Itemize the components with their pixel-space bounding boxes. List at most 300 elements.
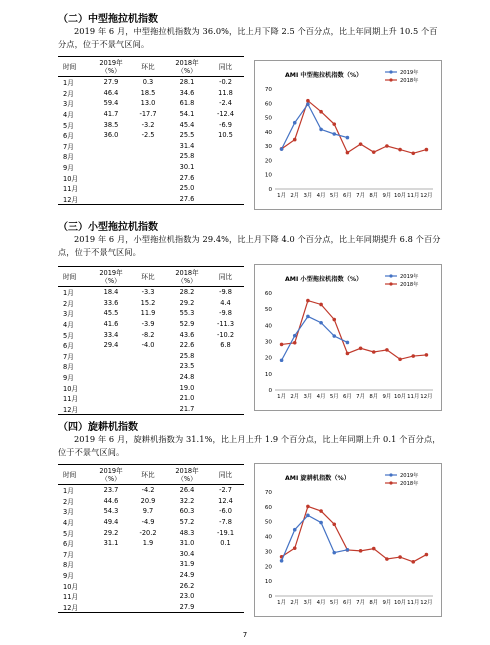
- data-point: [359, 346, 363, 350]
- data-point: [398, 148, 402, 152]
- table-cell: 2月: [63, 497, 74, 506]
- table-cell: 12月: [63, 603, 78, 612]
- section-title: （四）旋耕机指数: [58, 422, 138, 433]
- table-cell: -7.8: [219, 518, 232, 527]
- series-line: [282, 316, 348, 360]
- y-tick-label: 0: [268, 187, 272, 193]
- series-line: [282, 515, 348, 560]
- data-point: [346, 341, 350, 345]
- table-row: [58, 496, 244, 507]
- data-point: [332, 334, 336, 338]
- table-cell: 23.5: [179, 362, 195, 371]
- series-line: [282, 506, 427, 561]
- x-tick-label: 6月: [343, 193, 352, 199]
- table-row: [58, 570, 244, 581]
- x-tick-label: 8月: [369, 394, 379, 400]
- y-tick-label: 10: [264, 371, 272, 378]
- table-cell: 18.5: [140, 88, 156, 97]
- x-tick-label: 12月: [420, 600, 433, 606]
- table-row: [58, 361, 244, 372]
- header-cell: 环比: [141, 272, 155, 281]
- header-cell: 同比: [218, 470, 233, 479]
- x-tick-label: 11月: [407, 193, 420, 199]
- data-point: [293, 121, 297, 125]
- table-cell: 5月: [63, 121, 74, 130]
- table-row: [58, 517, 244, 528]
- table-cell: -17.7: [139, 110, 157, 119]
- table-cell: 24.8: [179, 373, 195, 382]
- table-cell: -12.4: [216, 110, 235, 119]
- table-cell: 46.4: [103, 88, 119, 97]
- table-cell: 41.7: [103, 110, 119, 119]
- table-row: [58, 329, 244, 340]
- data-point: [280, 147, 284, 151]
- table-cell: -3.2: [141, 120, 155, 129]
- table-cell: -0.2: [219, 78, 232, 87]
- data-point: [385, 144, 389, 148]
- x-tick-label: 1月: [277, 193, 286, 199]
- header-cell: 环比: [141, 470, 155, 479]
- table-row: [58, 172, 244, 183]
- x-tick-label: 8月: [369, 193, 379, 199]
- data-point: [306, 102, 310, 106]
- table-row: [58, 591, 244, 602]
- table-cell: 8月: [63, 153, 74, 162]
- y-tick-label: 10: [264, 172, 272, 179]
- x-tick-label: 2月: [290, 193, 300, 199]
- x-tick-label: 7月: [356, 600, 365, 606]
- table-cell: 0.3: [142, 78, 154, 87]
- table-cell: 3月: [63, 508, 74, 517]
- data-point: [398, 555, 402, 559]
- table-cell: 5月: [63, 529, 74, 538]
- table-cell: 29.4: [103, 341, 119, 350]
- data-point: [280, 343, 284, 347]
- data-point: [293, 334, 297, 338]
- header-cell: 同比: [218, 62, 233, 71]
- data-point: [293, 546, 297, 550]
- table-row: [58, 119, 244, 130]
- table-cell: 3月: [63, 310, 74, 319]
- table-cell: 45.5: [103, 309, 119, 318]
- x-tick-label: 10月: [393, 193, 407, 199]
- table-cell: 29.2: [103, 528, 119, 537]
- table-cell: 12月: [63, 405, 78, 414]
- data-point: [346, 548, 350, 552]
- table-cell: 6.8: [220, 341, 231, 350]
- y-tick-label: 50: [264, 519, 272, 526]
- data-point: [293, 528, 297, 532]
- y-tick-label: 30: [264, 144, 272, 151]
- table-cell: -10.2: [216, 330, 235, 339]
- x-tick-label: 5月: [329, 600, 339, 606]
- table-row: [58, 351, 244, 362]
- table-cell: 60.3: [179, 507, 195, 516]
- table-row: [58, 485, 244, 496]
- data-point: [359, 549, 363, 553]
- x-tick-label: 6月: [343, 600, 352, 606]
- header-cell: 时间: [63, 62, 77, 71]
- header-cell: 同比: [218, 272, 233, 281]
- legend-marker: [389, 473, 392, 476]
- data-point: [346, 136, 350, 140]
- data-point: [306, 299, 310, 303]
- y-tick-label: 0: [268, 594, 272, 600]
- table-cell: 45.4: [179, 120, 195, 129]
- table-row: [58, 109, 244, 120]
- data-table: [58, 266, 244, 415]
- table-cell: 34.6: [179, 88, 195, 97]
- table-cell: 41.6: [103, 320, 119, 329]
- y-tick-label: 60: [264, 504, 272, 511]
- table-cell: 1月: [63, 487, 74, 496]
- table-cell: 11.8: [218, 88, 233, 97]
- y-tick-label: 10: [264, 579, 272, 586]
- table-row: [58, 382, 244, 393]
- table-cell: 28.2: [179, 288, 195, 297]
- line-chart: [254, 60, 442, 210]
- table-cell: 38.5: [103, 120, 119, 129]
- table-cell: 55.3: [179, 309, 195, 318]
- x-tick-label: 9月: [382, 193, 392, 199]
- table-cell: -4.0: [141, 341, 155, 350]
- x-tick-label: 4月: [316, 394, 326, 400]
- table-cell: 61.8: [179, 99, 195, 108]
- table-row: [58, 549, 244, 560]
- y-tick-label: 20: [264, 158, 272, 165]
- table-cell: 33.4: [103, 330, 119, 339]
- y-tick-label: 50: [264, 115, 272, 122]
- data-point: [425, 148, 429, 152]
- table-row: [58, 602, 244, 613]
- y-tick-label: 60: [264, 101, 272, 108]
- line-chart: [254, 264, 442, 411]
- chart-svg: [255, 464, 441, 616]
- paragraph-text: 2019 年 6 月，中型拖拉机指数为 36.0%，比上月下降 2.5 个百分点，比上年同期上升 10.5 个百分点，位于不景气区间。: [58, 26, 438, 49]
- table-cell: 0.1: [220, 539, 231, 548]
- data-point: [306, 505, 310, 509]
- legend-marker: [389, 274, 392, 277]
- chart-svg: [255, 61, 441, 209]
- table-cell: 8月: [63, 561, 74, 570]
- table-row: [58, 404, 244, 415]
- table-cell: 25.0: [179, 184, 195, 193]
- table-cell: 9月: [63, 374, 74, 383]
- table-cell: 29.2: [179, 298, 195, 307]
- table-cell: 9月: [63, 572, 74, 581]
- section-title: （三）小型拖拉机指数: [58, 222, 158, 233]
- table-cell: 21.7: [179, 404, 195, 413]
- table-row: [58, 340, 244, 351]
- table-cell: 30.4: [179, 549, 195, 558]
- x-tick-label: 2月: [290, 394, 300, 400]
- table-cell: 10月: [63, 174, 78, 183]
- table-cell: 1月: [63, 79, 74, 88]
- table-cell: -4.9: [141, 518, 155, 527]
- table-cell: -3.3: [141, 288, 155, 297]
- chart-title: AMI 中型拖拉机指数（%）: [285, 72, 363, 79]
- x-tick-label: 3月: [303, 193, 313, 199]
- data-point: [372, 150, 376, 154]
- table-cell: 27.6: [179, 194, 195, 203]
- table-header: [58, 267, 244, 287]
- data-point: [332, 551, 336, 555]
- table-cell: 59.4: [103, 99, 119, 108]
- header-cell: 2018年 （%）: [175, 268, 199, 285]
- x-tick-label: 4月: [316, 600, 326, 606]
- line-chart: [254, 463, 442, 617]
- data-point: [319, 521, 323, 525]
- legend-marker: [389, 78, 392, 81]
- table-cell: 36.0: [103, 131, 119, 140]
- table-cell: 7月: [63, 550, 74, 559]
- table-cell: 25.5: [179, 131, 195, 140]
- table-row: [58, 308, 244, 319]
- table-cell: 4月: [63, 321, 74, 330]
- table-cell: 30.1: [179, 163, 195, 172]
- data-point: [346, 352, 350, 356]
- x-tick-label: 10月: [393, 600, 407, 606]
- data-point: [398, 357, 402, 361]
- x-tick-label: 7月: [356, 394, 365, 400]
- table-row: [58, 88, 244, 99]
- data-point: [319, 128, 323, 132]
- x-tick-label: 12月: [420, 394, 433, 400]
- table-cell: 26.4: [179, 486, 195, 495]
- data-point: [359, 142, 363, 146]
- data-point: [411, 354, 415, 358]
- header-cell: 2019年 （%）: [99, 58, 123, 75]
- table-cell: 11月: [63, 593, 78, 602]
- data-point: [372, 547, 376, 551]
- chart-title: AMI 小型拖拉机指数（%）: [285, 276, 363, 283]
- table-cell: 11月: [63, 395, 78, 404]
- y-tick-label: 60: [264, 291, 272, 297]
- table-cell: 8月: [63, 363, 74, 372]
- table-cell: 1.9: [142, 539, 154, 548]
- legend-label: 2019年: [400, 70, 419, 76]
- data-point: [346, 151, 350, 155]
- data-point: [372, 350, 376, 354]
- table-cell: 31.9: [179, 560, 195, 569]
- section-paragraph: [58, 233, 443, 259]
- table-cell: 23.7: [103, 486, 119, 495]
- header-cell: 时间: [63, 470, 77, 479]
- table-cell: 6月: [63, 540, 74, 549]
- x-tick-label: 11月: [407, 600, 420, 606]
- legend-marker: [389, 481, 392, 484]
- data-point: [293, 341, 297, 345]
- table-cell: 2月: [63, 89, 74, 98]
- table-cell: 48.3: [179, 528, 195, 537]
- table-cell: 25.8: [179, 351, 195, 360]
- header-cell: 2018年 （%）: [175, 466, 199, 483]
- table-row: [58, 559, 244, 570]
- table-cell: 54.1: [179, 110, 195, 119]
- page-number: 7: [242, 631, 248, 639]
- table-row: [58, 98, 244, 109]
- x-tick-label: 1月: [277, 600, 286, 606]
- table-cell: 12月: [63, 195, 78, 204]
- data-point: [280, 559, 284, 563]
- table-row: [58, 319, 244, 330]
- data-point: [319, 321, 323, 325]
- data-point: [280, 358, 284, 362]
- section-title: （二）中型拖拉机指数: [58, 14, 158, 25]
- table-cell: 52.9: [179, 320, 195, 329]
- table-cell: 24.9: [179, 571, 195, 580]
- table-cell: 18.4: [103, 288, 119, 297]
- data-point: [306, 315, 310, 319]
- x-tick-label: 9月: [382, 394, 392, 400]
- table-cell: -9.8: [219, 288, 232, 297]
- header-cell: 2018年 （%）: [175, 58, 199, 75]
- chart-svg: [255, 265, 441, 410]
- section-paragraph: [58, 25, 443, 51]
- data-point: [306, 514, 310, 518]
- y-tick-label: 20: [264, 564, 272, 571]
- table-row: [58, 506, 244, 517]
- paragraph-text: 2019 年 6 月，小型拖拉机指数为 29.4%，比上月下降 4.0 个百分点，比上年同期提升 6.8 个百分点，位于不景气区间。: [58, 234, 441, 257]
- x-tick-label: 3月: [303, 600, 313, 606]
- legend-label: 2019年: [400, 473, 419, 479]
- y-tick-label: 70: [264, 490, 272, 496]
- y-tick-label: 20: [264, 355, 272, 362]
- data-point: [306, 99, 310, 103]
- legend-label: 2018年: [400, 78, 419, 84]
- table-row: [58, 393, 244, 404]
- series-line: [282, 101, 427, 154]
- table-row: [58, 287, 244, 298]
- table-cell: 23.0: [179, 592, 195, 601]
- table-cell: 54.3: [103, 507, 119, 516]
- y-tick-label: 50: [264, 307, 272, 314]
- table-cell: 49.4: [103, 518, 119, 527]
- table-cell: 2月: [63, 299, 74, 308]
- header-cell: 2019年 （%）: [99, 268, 123, 285]
- legend-label: 2018年: [400, 282, 419, 288]
- table-cell: 20.9: [140, 496, 156, 505]
- header-cell: 环比: [141, 62, 155, 71]
- data-point: [385, 557, 389, 561]
- table-header: [58, 57, 244, 77]
- table-cell: -6.9: [219, 120, 232, 129]
- table-cell: 7月: [63, 352, 74, 361]
- data-point: [319, 509, 323, 513]
- table-cell: 28.1: [179, 78, 195, 87]
- table-cell: 4月: [63, 111, 74, 120]
- table-cell: 4.4: [220, 298, 231, 307]
- table-cell: 26.2: [179, 581, 195, 590]
- data-point: [319, 110, 323, 114]
- table-row: [58, 194, 244, 205]
- data-point: [332, 122, 336, 126]
- table-cell: 31.4: [179, 141, 195, 150]
- x-tick-label: 2月: [290, 600, 300, 606]
- x-tick-label: 5月: [329, 193, 339, 199]
- y-tick-label: 40: [264, 534, 272, 541]
- table-cell: -2.5: [141, 131, 155, 140]
- table-cell: 10.5: [218, 131, 233, 140]
- table-cell: 10月: [63, 582, 78, 591]
- table-cell: 6月: [63, 342, 74, 351]
- legend-marker: [389, 70, 392, 73]
- table-cell: -8.2: [141, 330, 155, 339]
- legend-label: 2019年: [400, 274, 419, 280]
- table-row: [58, 162, 244, 173]
- table-row: [58, 151, 244, 162]
- table-cell: -19.1: [216, 528, 235, 537]
- table-cell: 9.7: [142, 507, 154, 516]
- x-tick-label: 8月: [369, 600, 379, 606]
- x-tick-label: 7月: [356, 193, 365, 199]
- x-tick-label: 3月: [303, 394, 313, 400]
- table-row: [58, 183, 244, 194]
- table-cell: 27.9: [179, 602, 195, 611]
- table-cell: 11月: [63, 185, 78, 194]
- data-point: [332, 132, 336, 136]
- section-paragraph: [58, 433, 443, 459]
- table-cell: 4月: [63, 519, 74, 528]
- table-cell: -6.0: [219, 507, 232, 516]
- y-tick-label: 30: [264, 339, 272, 346]
- header-cell: 时间: [63, 272, 77, 281]
- paragraph-text: 2019 年 6 月，旋耕机指数为 31.1%，比上月上升 1.9 个百分点，比上年同期上升 0.1 个百分点，位于不景气区间。: [58, 434, 441, 457]
- table-cell: 43.6: [179, 330, 195, 339]
- x-tick-label: 12月: [420, 193, 433, 199]
- table-cell: 25.8: [179, 152, 195, 161]
- table-cell: 15.2: [140, 298, 156, 307]
- table-cell: 13.0: [140, 99, 156, 108]
- table-row: [58, 130, 244, 141]
- table-cell: 57.2: [179, 518, 195, 527]
- x-tick-label: 5月: [329, 394, 339, 400]
- table-cell: 12.4: [218, 496, 233, 505]
- table-cell: -3.9: [141, 320, 155, 329]
- table-row: [58, 527, 244, 538]
- table-cell: 3月: [63, 100, 74, 109]
- table-cell: 10月: [63, 384, 78, 393]
- table-row: [58, 372, 244, 383]
- legend-label: 2018年: [400, 481, 419, 487]
- table-cell: 31.0: [179, 539, 195, 548]
- table-cell: 22.6: [179, 341, 195, 350]
- data-table: [58, 464, 244, 613]
- table-cell: 9月: [63, 164, 74, 173]
- y-tick-label: 70: [264, 87, 272, 93]
- data-table: [58, 56, 244, 205]
- table-cell: -2.7: [219, 486, 232, 495]
- table-cell: 33.6: [103, 298, 119, 307]
- table-row: [58, 538, 244, 549]
- table-cell: 5月: [63, 331, 74, 340]
- x-tick-label: 11月: [407, 394, 420, 400]
- data-point: [319, 303, 323, 307]
- table-cell: -11.3: [216, 320, 235, 329]
- series-line: [282, 301, 427, 360]
- table-header: [58, 465, 244, 485]
- x-tick-label: 4月: [316, 193, 326, 199]
- table-cell: 44.6: [103, 496, 119, 505]
- table-cell: 27.9: [103, 78, 119, 87]
- y-tick-label: 40: [264, 323, 272, 330]
- legend-marker: [389, 282, 392, 285]
- table-cell: -20.2: [139, 528, 157, 537]
- table-row: [58, 298, 244, 309]
- table-cell: 1月: [63, 289, 74, 298]
- y-tick-label: 30: [264, 549, 272, 556]
- chart-title: AMI 旋耕机指数（%）: [285, 475, 350, 482]
